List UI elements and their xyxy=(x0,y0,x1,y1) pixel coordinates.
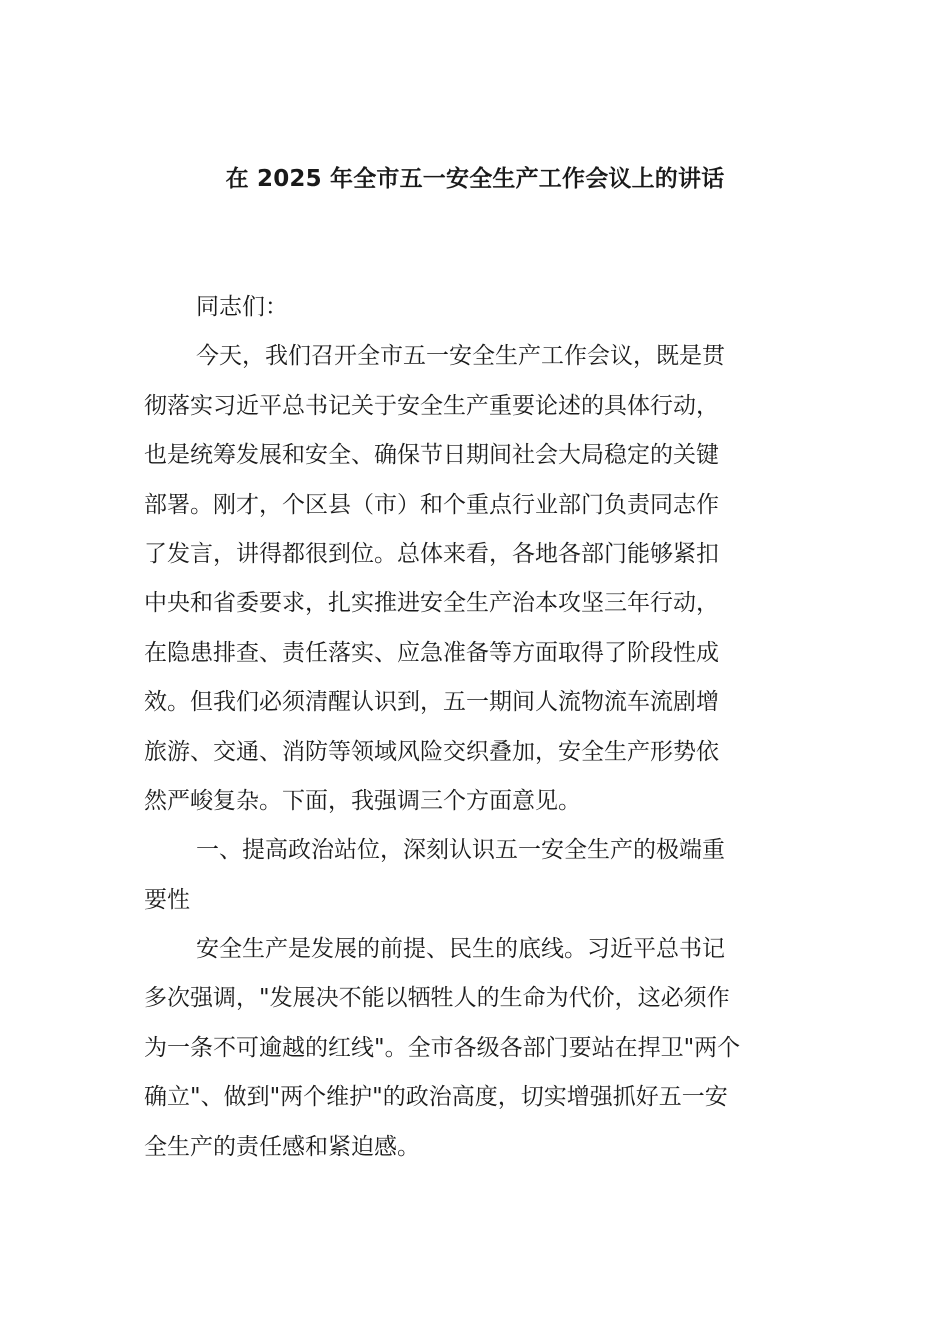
paragraph-line: 今天，我们召开全市五一安全生产工作会议，既是贯 xyxy=(196,343,725,370)
paragraph-line: 为一条不可逾越的红线"。全市各级各部门要站在捍卫"两个 xyxy=(144,1034,741,1061)
paragraph-line: 多次强调，"发展决不能以牺牲人的生命为代价，这必须作 xyxy=(144,985,730,1012)
paragraph-line: 部署。刚才，个区县（市）和个重点行业部门负责同志作 xyxy=(144,491,719,518)
paragraph-line: 了发言，讲得都很到位。总体来看，各地各部门能够紧扣 xyxy=(144,540,719,567)
paragraph-line: 安全生产是发展的前提、民生的底线。习近平总书记 xyxy=(196,936,725,963)
paragraph-line: 彻落实习近平总书记关于安全生产重要论述的具体行动， xyxy=(144,392,719,419)
paragraph-line: 也是统筹发展和安全、确保节日期间社会大局稳定的关键 xyxy=(144,442,719,469)
paragraph-line: 确立"、做到"两个维护"的政治高度，切实增强抓好五一安 xyxy=(144,1084,728,1111)
paragraph-line: 效。但我们必须清醒认识到，五一期间人流物流车流剧增 xyxy=(144,689,719,716)
paragraph-line: 全生产的责任感和紧迫感。 xyxy=(144,1133,420,1160)
document-title: 在 2025 年全市五一安全生产工作会议上的讲话 xyxy=(225,166,725,192)
section-heading-line: 要性 xyxy=(144,886,190,913)
paragraph-line: 中央和省委要求，扎实推进安全生产治本攻坚三年行动， xyxy=(144,590,719,617)
paragraph-line: 旅游、交通、消防等领域风险交织叠加，安全生产形势依 xyxy=(144,738,719,765)
salutation-line: 同志们： xyxy=(196,294,288,320)
section-heading-line: 一、提高政治站位，深刻认识五一安全生产的极端重 xyxy=(196,837,725,864)
paragraph-line: 在隐患排查、责任落实、应急准备等方面取得了阶段性成 xyxy=(144,639,719,666)
paragraph-line: 然严峻复杂。下面，我强调三个方面意见。 xyxy=(144,787,581,814)
document-body xyxy=(144,283,809,1172)
